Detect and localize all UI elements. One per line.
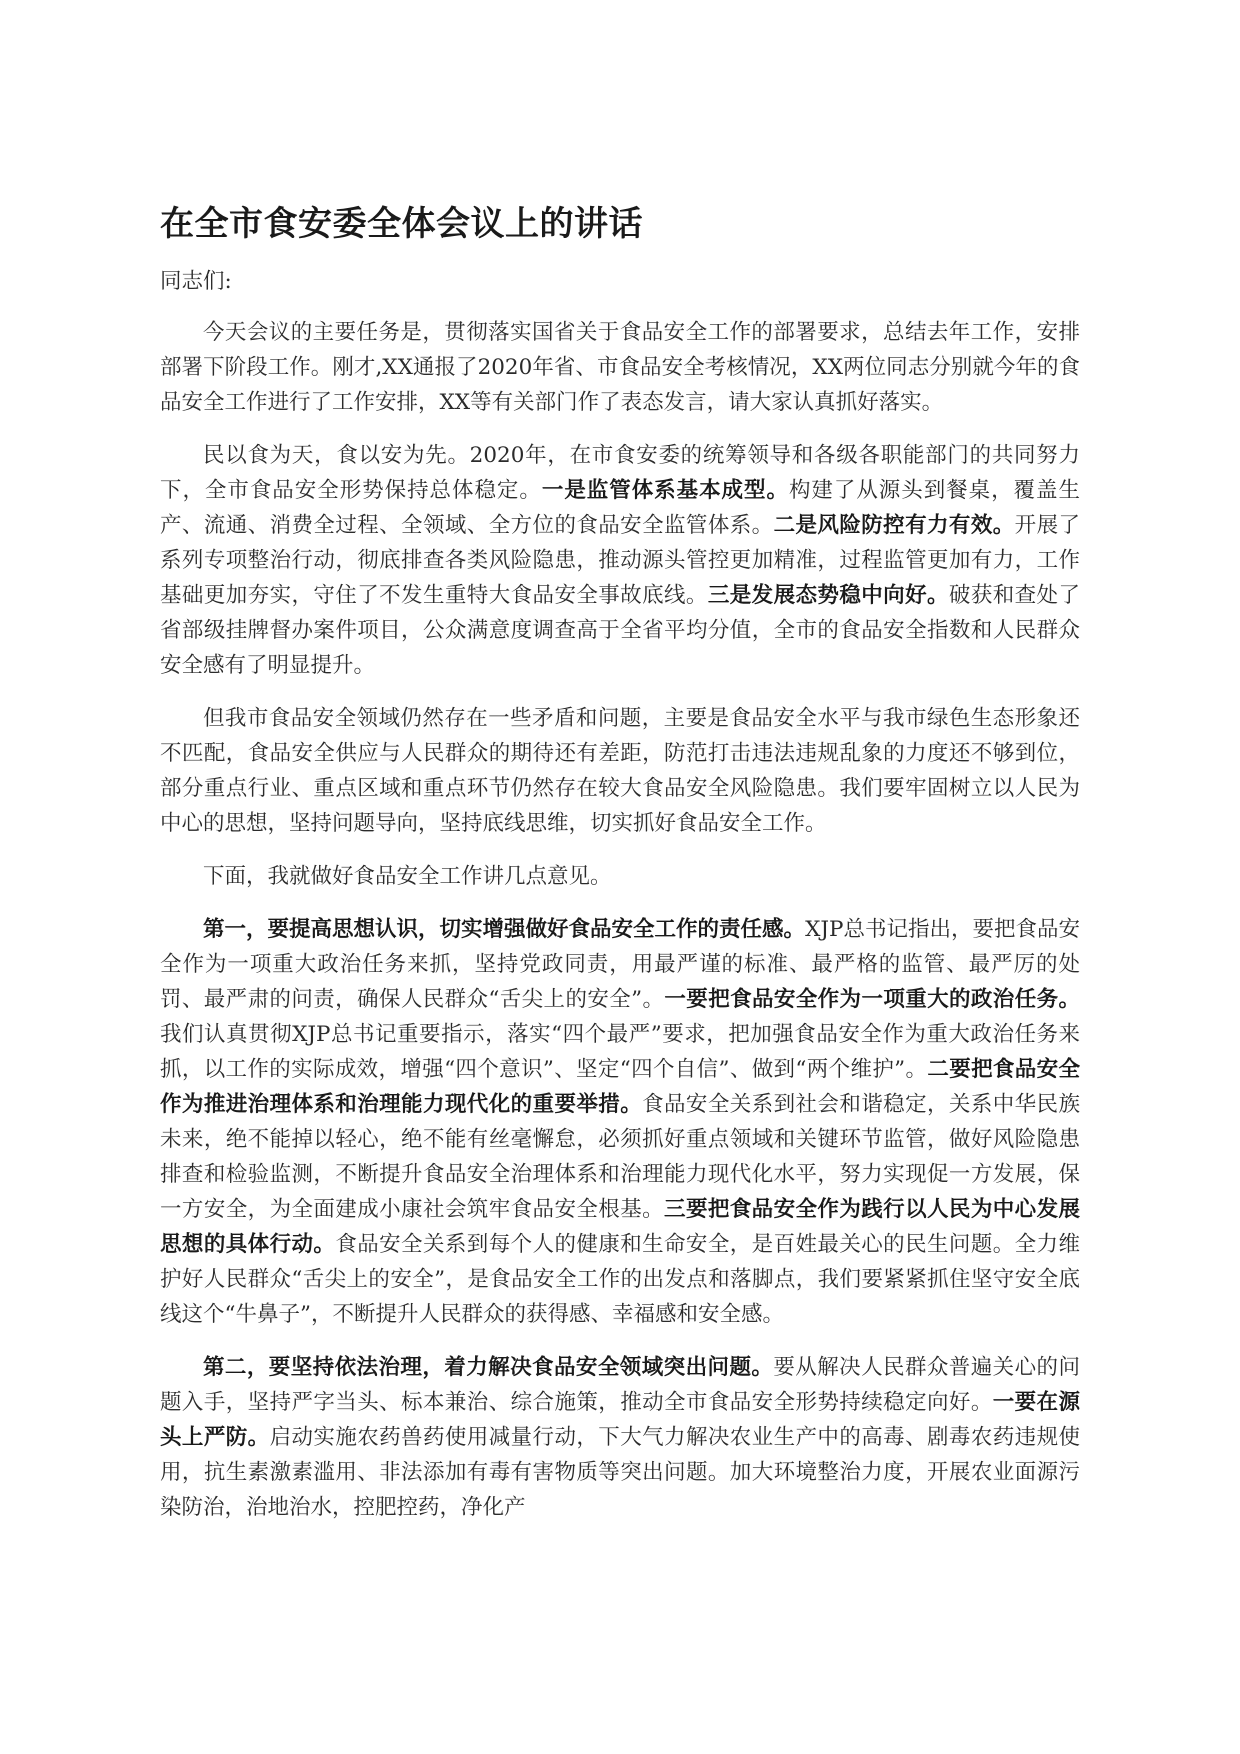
paragraph-text: 构建了从源头到餐桌，覆盖生产、流通、消费全过程、全领域、全方位的食品安全监管体系。 <box>160 478 1080 538</box>
highlight-phrase: 一要把食品安全作为一项重大的政治任务。 <box>664 987 1080 1012</box>
highlight-phrase: 一要在源头上严防。 <box>160 1390 1080 1450</box>
paragraph-text: 我们认真贯彻XJP总书记重要指示，落实“四个最严”要求，把加强食品安全作为重大政治任务来抓，以工作的实际成效，增强“四个意识”、坚定“四个自信”、做到“两个维护”。 <box>160 1022 1080 1082</box>
paragraph-2 <box>160 438 1080 683</box>
section-heading: 第一，要提高思想认识，切实增强做好食品安全工作的责任感。 <box>203 917 806 942</box>
paragraph-4 <box>160 859 1080 894</box>
paragraph-text: 破获和查处了省部级挂牌督办案件项目，公众满意度调查高于全省平均分值，全市的食品安全指数和人民群众安全感有了明显提升。 <box>160 583 1080 678</box>
highlight-phrase: 三要把食品安全作为践行以人民为中心发展思想的具体行动。 <box>160 1197 1080 1257</box>
paragraph-1 <box>160 315 1080 420</box>
paragraph-6 <box>160 1350 1080 1525</box>
paragraph-text: 开展了系列专项整治行动，彻底排查各类风险隐患，推动源头管控更加精准，过程监管更加有力，工作基础更加夯实，守住了不发生重特大食品安全事故底线。 <box>160 513 1080 608</box>
section-heading: 第二，要坚持依法治理，着力解决食品安全领域突出问题。 <box>203 1355 774 1380</box>
highlight-phrase: 三是发展态势稳中向好。 <box>707 583 949 608</box>
paragraph-3 <box>160 701 1080 841</box>
paragraph-text: 启动实施农药兽药使用减量行动，下大气力解决农业生产中的高毒、剧毒农药违规使用，抗生素激素滥用、非法添加有毒有害物质等突出问题。加大环境整治力度，开展农业面源污染防治，治地治水，控肥控药，净化产 <box>160 1425 1080 1520</box>
highlight-phrase: 二要把食品安全作为推进治理体系和治理能力现代化的重要举措。 <box>160 1057 1080 1117</box>
document-page <box>160 200 1080 1543</box>
document-title: 在全市食安委全体会议上的讲话 <box>160 204 643 244</box>
paragraph-5 <box>160 912 1080 1332</box>
paragraph-text: 食品安全关系到社会和谐稳定，关系中华民族未来，绝不能掉以轻心，绝不能有丝毫懈怠，必须抓好重点领域和关键环节监管，做好风险隐患排查和检验监测，不断提升食品安全治理体系和治理能力现代化水平，努力实现促一方发展，保一方安全，为全面建成小康社会筑牢食品安全根基。 <box>160 1092 1080 1222</box>
paragraph-text: 下面，我就做好食品安全工作讲几点意见。 <box>203 864 612 889</box>
paragraph-text: 要从解决人民群众普遍关心的问题入手，坚持严字当头、标本兼治、综合施策，推动全市食品安全形势持续稳定向好。 <box>160 1355 1080 1415</box>
paragraph-text: XJP总书记指出，要把食品安全作为一项重大政治任务来抓，坚持党政同责，用最严谨的标准、最严格的监管、最严厉的处罚、最严肃的问责，确保人民群众“舌尖上的安全”。 <box>160 917 1080 1012</box>
paragraph-text: 但我市食品安全领域仍然存在一些矛盾和问题，主要是食品安全水平与我市绿色生态形象还不匹配，食品安全供应与人民群众的期待还有差距，防范打击违法违规乱象的力度还不够到位，部分重点行业、重点区域和重点环节仍然存在较大食品安全风险隐患。我们要牢固树立以人民为中心的思想，坚持问题导向，坚持底线思维，切实抓好食品安全工作。 <box>160 706 1080 836</box>
paragraph-text: 今天会议的主要任务是，贯彻落实国省关于食品安全工作的部署要求，总结去年工作，安排部署下阶段工作。刚才,XX通报了2020年省、市食品安全考核情况，XX两位同志分别就今年的食品安全工作进行了工作安排，XX等有关部门作了表态发言，请大家认真抓好落实。 <box>160 320 1080 415</box>
highlight-phrase: 二是风险防控有力有效。 <box>773 513 1015 538</box>
paragraph-text: 民以食为天，食以安为先。2020年，在市食安委的统筹领导和各级各职能部门的共同努力下，全市食品安全形势保持总体稳定。 <box>160 443 1080 503</box>
highlight-phrase: 一是监管体系基本成型。 <box>541 478 789 503</box>
salutation: 同志们: <box>160 269 232 294</box>
document-body <box>160 315 1080 1525</box>
paragraph-text: 食品安全关系到每个人的健康和生命安全，是百姓最关心的民生问题。全力维护好人民群众“舌尖上的安全”，是食品安全工作的出发点和落脚点，我们要紧紧抓住坚守安全底线这个“牛鼻子”，不断提升人民群众的获得感、幸福感和安全感。 <box>160 1232 1080 1327</box>
